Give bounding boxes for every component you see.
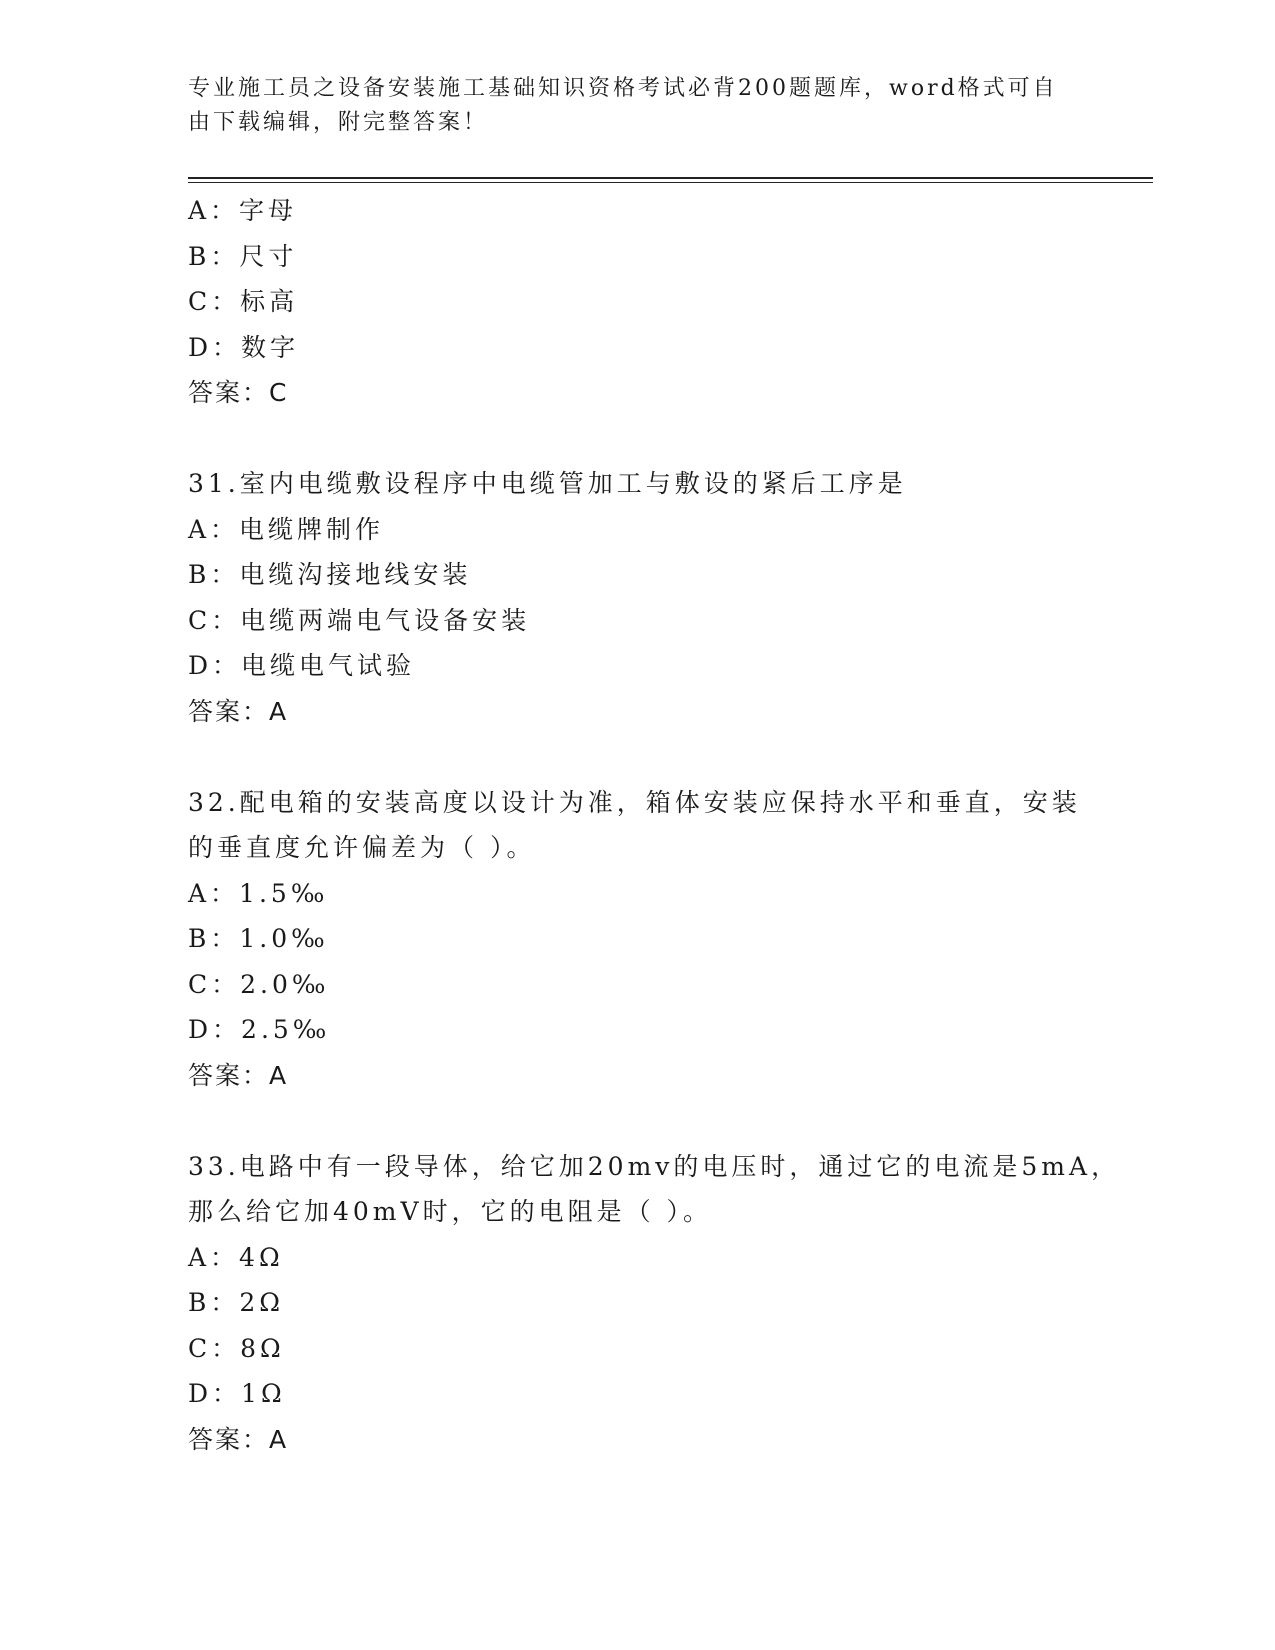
- option-b: B：2Ω: [188, 1288, 285, 1317]
- option-c: C：2.0‰: [188, 969, 330, 999]
- option-d: D：数字: [188, 332, 300, 362]
- option-b: B：1.0‰: [188, 924, 329, 953]
- question-stem: 31.室内电缆敷设程序中电缆管加工与敷设的紧后工序是: [188, 469, 907, 498]
- question-stem-line2: 的垂直度允许偏差为（ ）。: [188, 833, 536, 862]
- option-b: B：电缆沟接地线安装: [188, 560, 472, 589]
- option-d: D：1Ω: [188, 1379, 286, 1408]
- option-c: C：8Ω: [188, 1333, 285, 1363]
- answer-label: 答案：A: [188, 1060, 289, 1090]
- option-a: A：电缆牌制作: [188, 514, 385, 544]
- option-b: B：尺寸: [188, 241, 298, 271]
- question-30: [188, 188, 1088, 416]
- option-c: C：标高: [188, 287, 299, 316]
- option-a: A：字母: [188, 196, 298, 225]
- spacer: [188, 734, 1088, 780]
- option-a: A：1.5‰: [188, 878, 329, 908]
- answer-label: 答案：C: [188, 378, 289, 407]
- spacer: [188, 1098, 1088, 1144]
- spacer: [188, 416, 1088, 462]
- document-title: 专业施工员之设备安装施工基础知识资格考试必背200题题库，word格式可自由下载编辑，附完整答案！: [188, 76, 1058, 135]
- question-33: [188, 1144, 1121, 1463]
- question-32: [188, 780, 1088, 1099]
- header-divider-thin: [188, 182, 1153, 183]
- question-list: [188, 188, 1121, 1462]
- option-d: D：2.5‰: [188, 1015, 331, 1044]
- question-stem-line2: 那么给它加40mV时，它的电阻是（ ）。: [188, 1197, 713, 1226]
- question-31: [188, 461, 1088, 734]
- option-c: C：电缆两端电气设备安装: [188, 605, 531, 635]
- option-d: D：电缆电气试验: [188, 651, 416, 680]
- answer-label: 答案：A: [188, 1424, 289, 1454]
- answer-label: 答案：A: [188, 696, 289, 726]
- option-a: A：4Ω: [188, 1242, 284, 1272]
- header-divider-thick: [188, 177, 1153, 179]
- question-stem-line1: 33.电路中有一段导体，给它加20mv的电压时，通过它的电流是5mA，: [188, 1151, 1121, 1181]
- question-stem-line1: 32.配电箱的安装高度以设计为准，箱体安装应保持水平和垂直，安装: [188, 787, 1081, 817]
